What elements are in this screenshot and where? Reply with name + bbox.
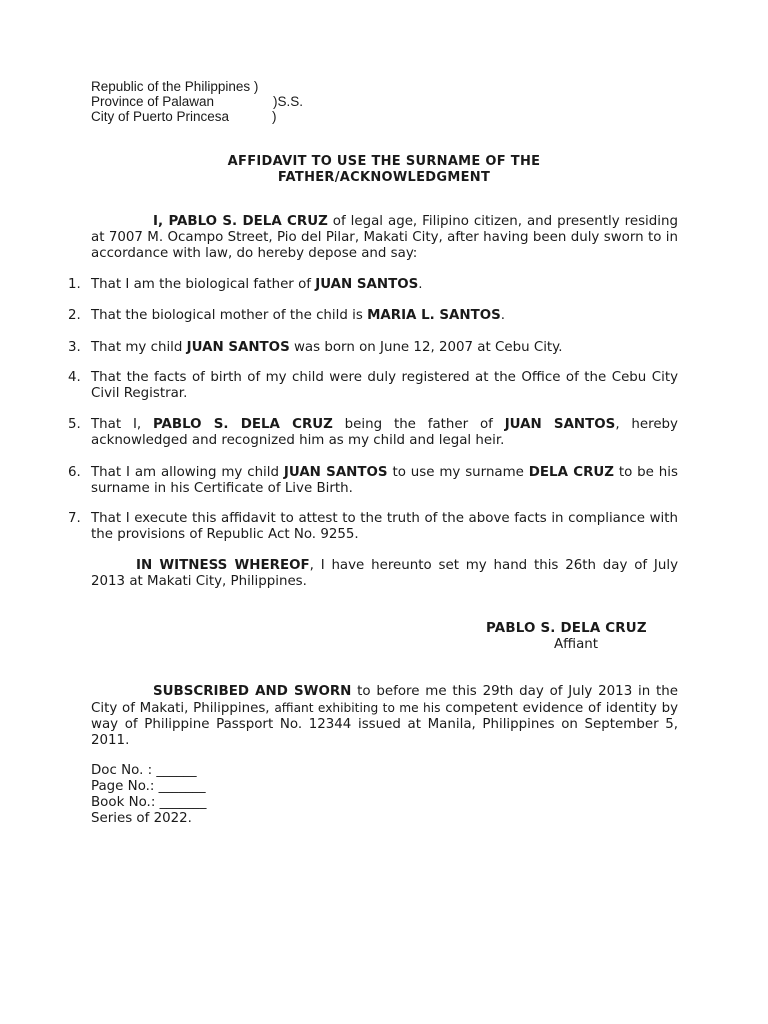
affiant-name-bold: I, PABLO S. DELA CRUZ (153, 214, 328, 229)
item-number: 2. (68, 308, 81, 323)
item-text: That I am allowing my child (91, 465, 284, 480)
jurat-paragraph (91, 684, 678, 749)
child-name-bold: JUAN SANTOS (186, 340, 290, 355)
page-number: Page No.: _______ (91, 779, 206, 794)
item-number: 7. (68, 511, 81, 526)
item-number: 1. (68, 277, 81, 292)
statement-item-4 (68, 370, 678, 402)
mother-name-bold: MARIA L. SANTOS (367, 308, 501, 323)
series-year: Series of 2022. (91, 811, 192, 826)
item-text: That I, (91, 417, 153, 432)
item-text-end: , hereby acknowledged and recognized him as my child and legal heir. (91, 417, 678, 448)
affiant-label: Affiant (554, 637, 599, 652)
venue-republic: Republic of the Philippines ) (91, 79, 259, 94)
surname-bold: DELA CRUZ (528, 465, 614, 480)
statement-item-2 (68, 308, 678, 324)
notary-register-block (91, 763, 206, 827)
child-name-bold: JUAN SANTOS (504, 417, 616, 432)
item-text-mid: being the father of (332, 417, 505, 432)
statement-item-3 (68, 340, 678, 356)
child-name-bold: JUAN SANTOS (283, 465, 388, 480)
doc-number: Doc No. : ______ (91, 763, 197, 778)
jurat-text-1: to before me this 29th day of July 2013 in the City of Makati, Philippines, (91, 684, 678, 716)
title-line-1: AFFIDAVIT TO USE THE SURNAME OF THE (227, 154, 541, 169)
item-number: 6. (68, 465, 81, 480)
document-title (90, 154, 678, 186)
item-text: That the facts of birth of my child were duly registered at the Office of the Cebu City Civil Registrar. (91, 370, 678, 401)
intro-text: of legal age, Filipino citizen, and presently residing at 7007 M. Ocampo Street, Pio del Pilar, Makati City, after having been duly sworn to in accordance with law, do hereby depose and say: (91, 214, 678, 261)
item-text-mid: to use my surname (387, 465, 529, 480)
venue-province: Province of Palawan (91, 94, 215, 109)
jurat-bold: SUBSCRIBED AND SWORN (153, 684, 352, 699)
jurat-text-2: competent evidence of identity by way of Philippine Passport No. 12344 issued at Manila, Philippines on September 5, 2011. (91, 701, 679, 748)
book-number: Book No.: _______ (91, 795, 207, 810)
statement-item-1 (68, 277, 678, 293)
statement-item-5 (68, 417, 678, 449)
item-text-end: . (500, 308, 506, 323)
venue-ss: )S.S. (273, 94, 304, 109)
affiant-signature-name: PABLO S. DELA CRUZ (486, 621, 647, 636)
item-text: That I am the biological father of (91, 277, 316, 292)
item-number: 5. (68, 417, 81, 432)
title-line-2: FATHER/ACKNOWLEDGMENT (277, 170, 491, 185)
affiant-name-bold: PABLO S. DELA CRUZ (152, 417, 333, 432)
witness-text: , I have hereunto set my hand this 26th day of July 2013 at Makati City, Philippines. (91, 558, 678, 589)
witness-paragraph (91, 558, 678, 590)
statement-item-7 (68, 511, 678, 543)
jurat-text-small: affiant exhibiting to me his (274, 701, 441, 715)
item-text: That I execute this affidavit to attest to the truth of the above facts in compliance with the provisions of Republic Act No. 9255. (91, 511, 678, 542)
item-number: 3. (68, 340, 81, 355)
venue-paren: ) (272, 109, 277, 124)
child-name-bold: JUAN SANTOS (315, 277, 419, 292)
intro-paragraph (91, 214, 678, 262)
item-text: That the biological mother of the child is (91, 308, 368, 323)
venue-block (91, 79, 304, 124)
item-text: That my child (91, 340, 187, 355)
item-number: 4. (68, 370, 81, 385)
item-text-end: was born on June 12, 2007 at Cebu City. (289, 340, 563, 355)
item-text-end: to be his surname in his Certificate of Live Birth. (91, 465, 678, 496)
statement-item-6 (68, 465, 678, 497)
venue-city: City of Puerto Princesa (91, 109, 230, 124)
item-text-end: . (418, 277, 423, 292)
witness-bold: IN WITNESS WHEREOF (136, 558, 310, 573)
